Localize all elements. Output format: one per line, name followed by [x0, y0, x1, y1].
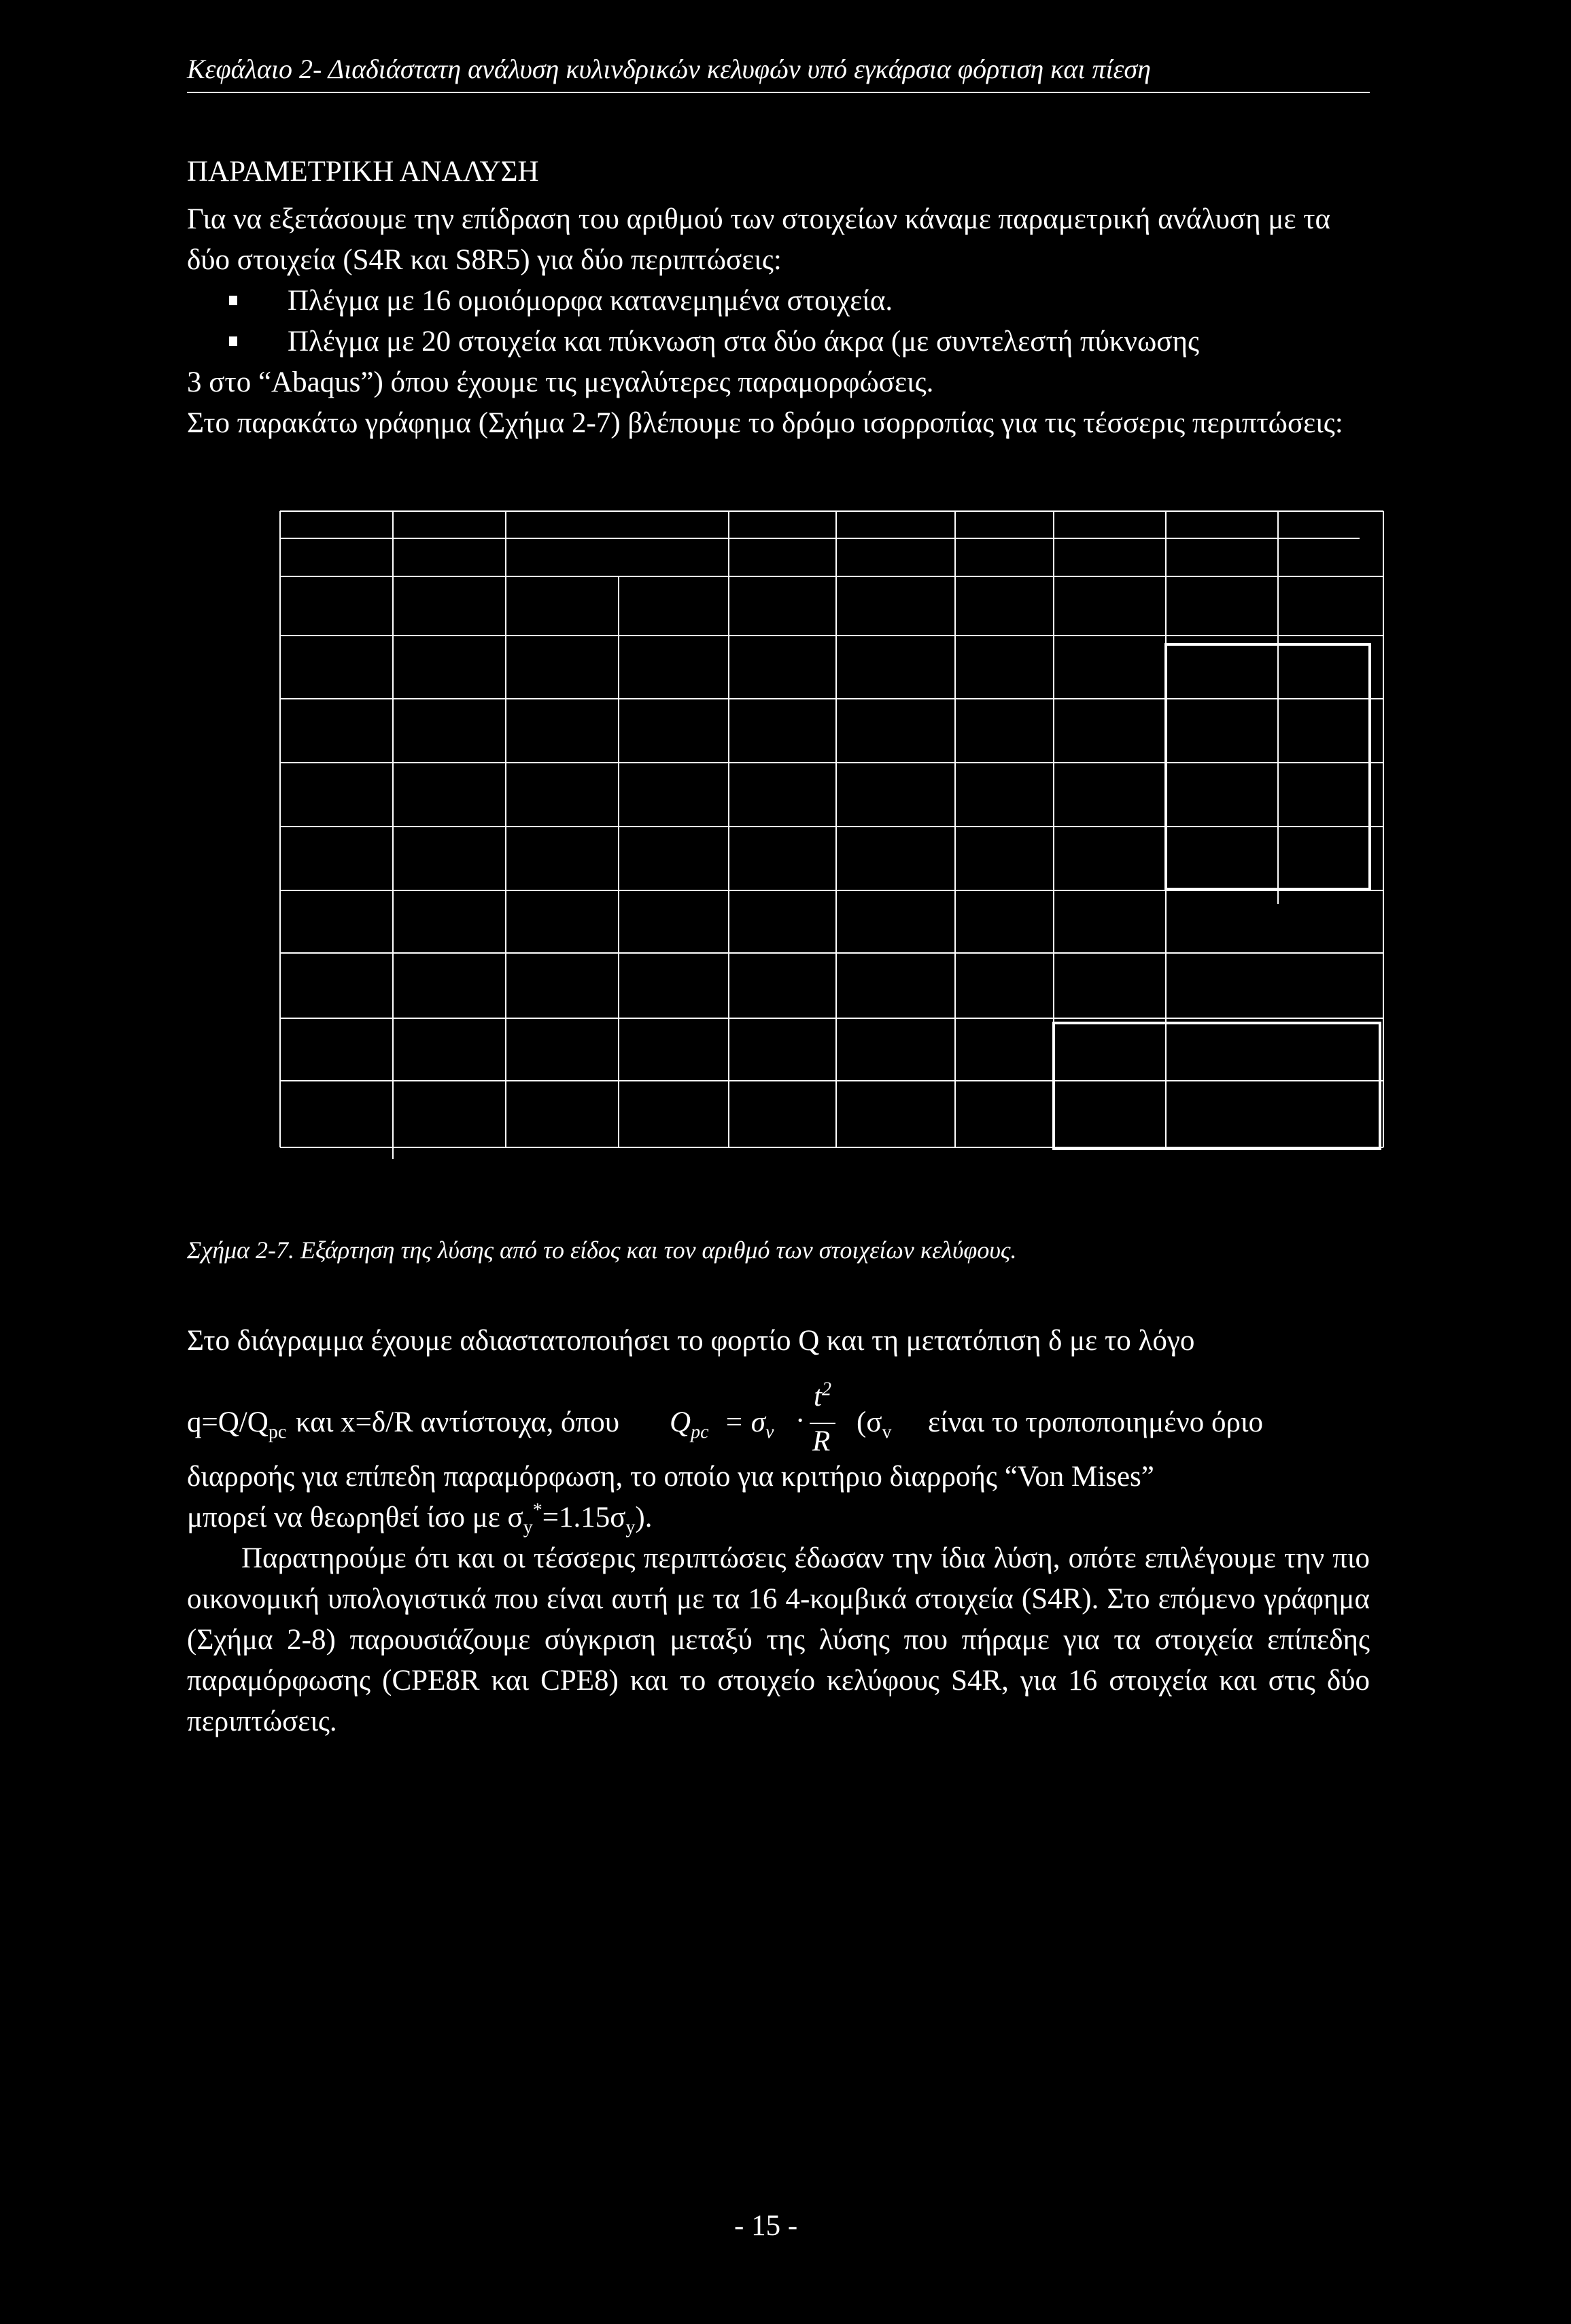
figure-graph	[245, 496, 1387, 1169]
header-rule	[187, 92, 1370, 93]
intro-paragraph: Για να εξετάσουμε την επίδραση του αριθμού των στοιχείων κάναμε παραμετρική ανάλυση με τα δύο στοιχεία (S4R και S8R5) για δύο περιπτώσεις:	[187, 203, 1331, 276]
bullet-square-icon	[229, 336, 237, 346]
numerator-exponent: 2	[821, 1378, 831, 1400]
yield-text-a: μπορεί να θεωρηθεί ίσο με σ	[187, 1502, 523, 1533]
running-header: Κεφάλαιο 2- Διαδιάστατη ανάλυση κυλινδρικών κελυφών υπό εγκάρσια φόρτιση και πίεση	[187, 54, 1151, 84]
fraction-denominator: R	[812, 1425, 831, 1457]
fraction-numerator: t	[814, 1381, 822, 1412]
nondim-paragraph: Στο διάγραμμα έχουμε αδιαστατοποιήσει το φορτίο Q και τη μετατόπιση δ με το λόγο	[187, 1325, 1195, 1357]
sigma-note-subscript: v	[882, 1421, 892, 1443]
yield-text-b: =1.15σ	[542, 1502, 626, 1533]
figure-intro-paragraph: Στο παρακάτω γράφημα (Σχήμα 2-7) βλέπουμε το δρόμο ισορροπίας για τις τέσσερις περιπτώσεις:	[187, 407, 1343, 439]
yield-sub-y: y	[523, 1516, 533, 1538]
list-item	[187, 322, 1370, 403]
sigma-note-text: είναι το τροποποιημένο όριο	[928, 1406, 1263, 1438]
sigma-note-open: (σ	[857, 1406, 882, 1438]
yield-paragraph	[187, 1457, 1370, 1538]
list-item-text: Πλέγμα με 16 ομοιόμορφα κατανεμημένα στοιχεία.	[288, 285, 893, 317]
fraction-bar	[810, 1423, 835, 1424]
Q-symbol: Q	[670, 1406, 691, 1438]
sigma-subscript: v	[765, 1421, 774, 1443]
yield-line-1: διαρροής για επίπεδη παραμόρφωση, το οποίο για κριτήριο διαρροής “Von Mises”	[187, 1461, 1154, 1493]
page-number: - 15 -	[734, 2210, 798, 2242]
list-item-text: Πλέγμα με 20 στοιχεία και πύκνωση στα δύο άκρα (με συντελεστή πύκνωσης	[288, 326, 1199, 358]
list-item-text-cont: 3 στο “Abaqus”) όπου έχουμε τις μεγαλύτερες παραμορφώσεις.	[187, 366, 934, 398]
equation-mid-text: και x=δ/R αντίστοιχα, όπου	[296, 1406, 620, 1438]
q-definition: q=Q/Q	[187, 1406, 269, 1438]
legend-box-lower	[1054, 1023, 1380, 1149]
dot-operator: ·	[795, 1405, 806, 1437]
figure-caption: Σχήμα 2-7. Εξάρτηση της λύσης από το είδος και τον αριθμό των στοιχείων κελύφους.	[187, 1236, 1017, 1264]
case-list	[187, 281, 1370, 403]
list-item	[187, 281, 1370, 322]
equation-line	[187, 1378, 1411, 1460]
yield-sub-y2: y	[625, 1516, 636, 1538]
conclusion-paragraph: Παρατηρούμε ότι και οι τέσσερις περιπτώσεις έδωσαν την ίδια λύση, οπότε επιλέγουμε την πιο οικονομική υπολογιστικά που είναι αυτή με τα 16 4-κομβικά στοιχεία (S4R). Στο επόμενο γράφημα (Σχήμα 2-8) παρουσιάζουμε σύγκριση μεταξύ της λύσης που πήραμε για τα στοιχεία επίπεδης παραμόρφωσης (CPE8R και CPE8) και το στοιχείο κελύφους S4R, για 16 στοιχεία και στις δύο περιπτώσεις.	[187, 1542, 1370, 1737]
section-title: ΠΑΡΑΜΕΤΡΙΚΗ ΑΝΑΛΥΣΗ	[187, 156, 539, 188]
q-subscript: pc	[268, 1421, 287, 1443]
yield-text-c: ).	[635, 1502, 653, 1533]
equals-sigma: = σ	[724, 1406, 765, 1438]
yield-sup-star: *	[532, 1499, 542, 1521]
figure-2-7	[245, 496, 1387, 1169]
bullet-square-icon	[229, 296, 237, 305]
Q-subscript: pc	[691, 1421, 709, 1443]
yield-line-2	[187, 1497, 1370, 1538]
legend-box-upper	[1166, 644, 1370, 889]
